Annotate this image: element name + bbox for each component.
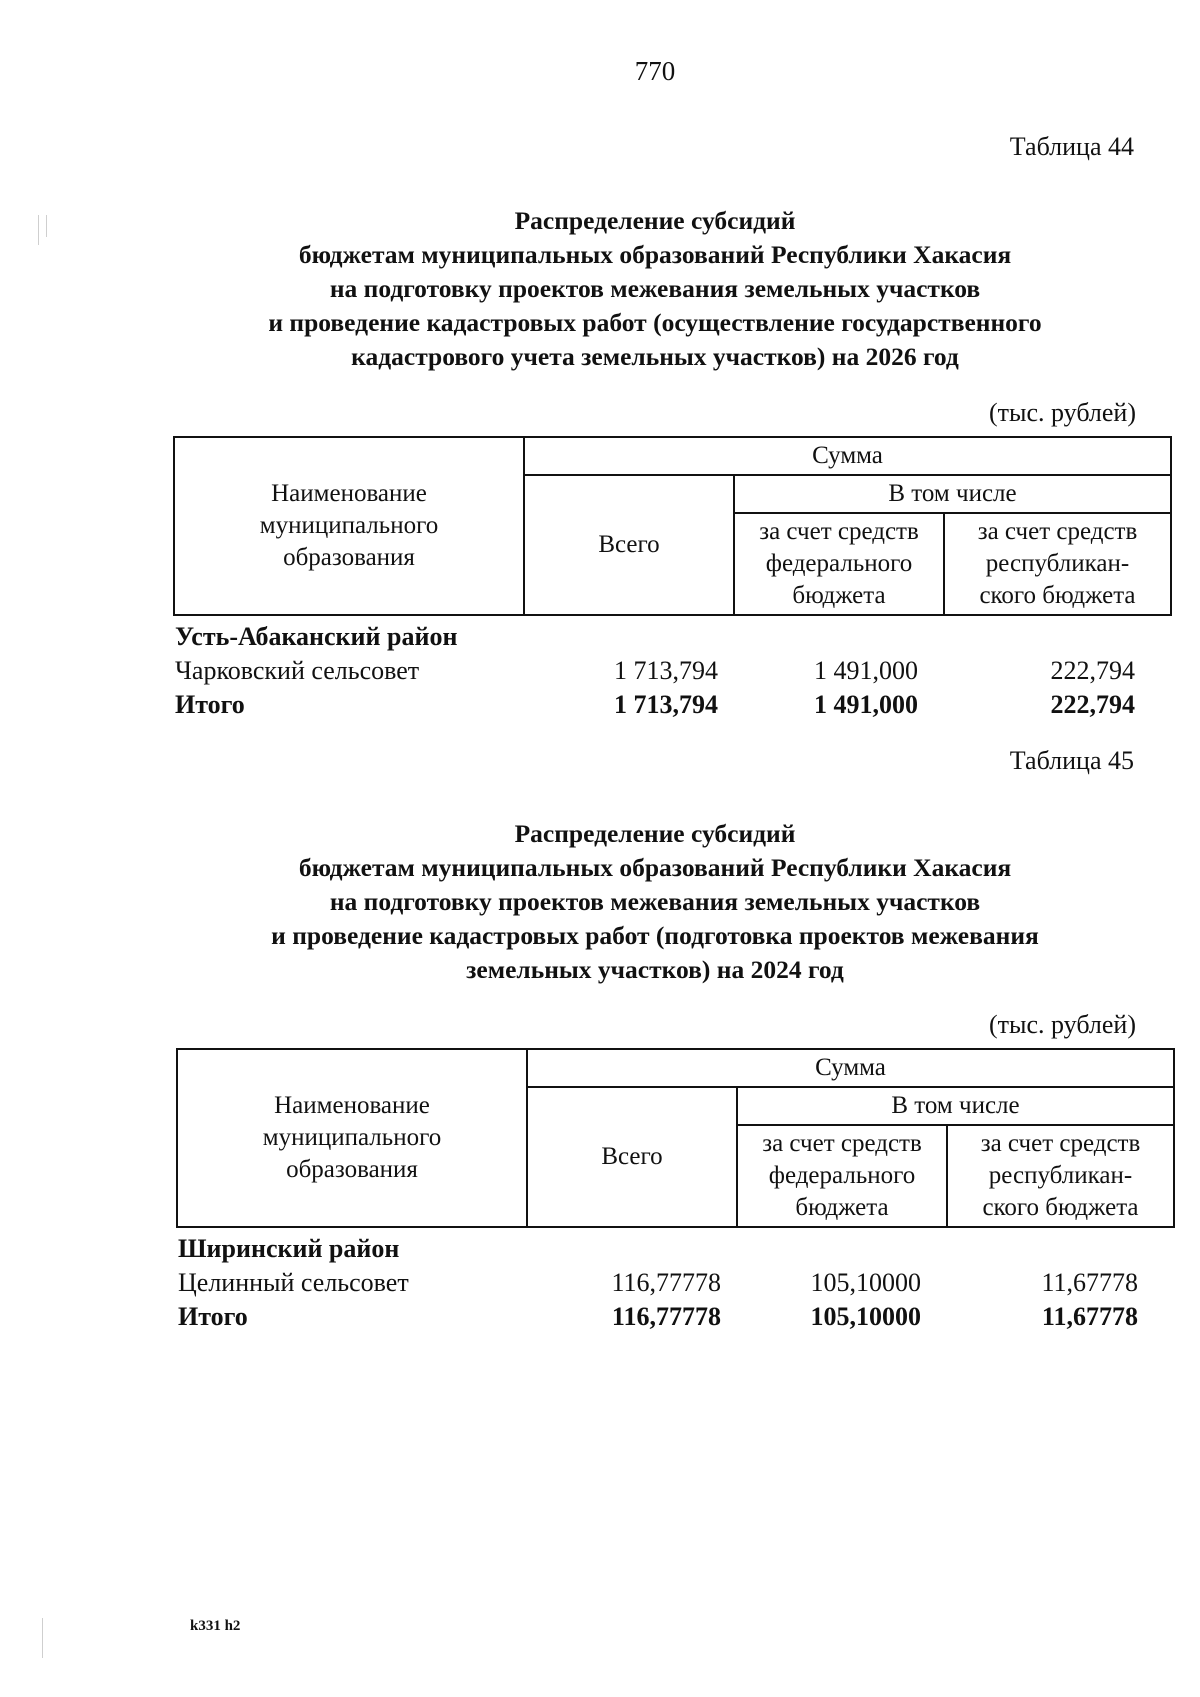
title-line: на подготовку проектов межевания земельных участков: [329, 887, 981, 916]
row-federal: 1 491,000: [814, 656, 918, 685]
title-line: и проведение кадастровых работ (подготовка проектов межевания: [271, 921, 1039, 950]
table-body: [175, 620, 1135, 722]
page-number: 770: [634, 56, 676, 86]
title-line: кадастрового учета земельных участков) на 2026 год: [351, 342, 959, 371]
title-line: на подготовку проектов межевания земельных участков: [329, 274, 981, 303]
row-republic: 11,67778: [1041, 1268, 1138, 1297]
row-total: 116,77778: [611, 1268, 721, 1297]
table-body: [178, 1232, 1138, 1334]
units-label: (тыс. рублей): [988, 1010, 1136, 1039]
title-line: бюджетам муниципальных образований Республики Хакасия: [298, 853, 1012, 882]
scan-artifact: [42, 1618, 43, 1658]
row-name: Ширинский район: [178, 1234, 400, 1263]
footer-code: k331 h2: [190, 1618, 241, 1634]
table-title: [0, 204, 1200, 374]
header-including: В том числе: [734, 475, 1171, 513]
row-federal: 1 491,000: [814, 690, 918, 719]
header-total: Всего: [524, 475, 734, 615]
table-row: [175, 654, 1135, 688]
table-row: [175, 688, 1135, 722]
title-line: бюджетам муниципальных образований Республики Хакасия: [298, 240, 1012, 269]
row-republic: 222,794: [1050, 690, 1135, 719]
title-line: Распределение субсидий: [514, 206, 796, 235]
row-republic: 11,67778: [1041, 1302, 1138, 1331]
table-row: [178, 1300, 1138, 1334]
row-name: Целинный сельсовет: [178, 1268, 409, 1297]
table-row: [178, 1266, 1138, 1300]
row-total: 1 713,794: [614, 690, 718, 719]
header-republic: за счет средств республикан- ского бюджета: [947, 1125, 1174, 1227]
title-line: и проведение кадастровых работ (осуществление государственного: [268, 308, 1042, 337]
header-federal: за счет средств федерального бюджета: [737, 1125, 947, 1227]
header-sum: Сумма: [524, 437, 1171, 475]
row-name: Усть-Абаканский район: [175, 622, 458, 651]
header-name: Наименование муниципального образования: [177, 1049, 527, 1227]
units-label: (тыс. рублей): [988, 398, 1136, 427]
table-row: [175, 620, 1135, 654]
header-name: Наименование муниципального образования: [174, 437, 524, 615]
table-header: [173, 436, 1172, 616]
row-total: 116,77778: [611, 1302, 721, 1331]
header-republic: за счет средств республикан- ского бюджета: [944, 513, 1171, 615]
row-name: Итого: [175, 690, 245, 719]
header-federal: за счет средств федерального бюджета: [734, 513, 944, 615]
row-total: 1 713,794: [614, 656, 718, 685]
row-name: Чарковский сельсовет: [175, 656, 420, 685]
table-title: [0, 817, 1200, 987]
table-row: [178, 1232, 1138, 1266]
row-name: Итого: [178, 1302, 248, 1331]
header-sum: Сумма: [527, 1049, 1174, 1087]
title-line: Распределение субсидий: [514, 819, 796, 848]
row-republic: 222,794: [1050, 656, 1135, 685]
table-label: Таблица 44: [1009, 132, 1134, 161]
row-federal: 105,10000: [810, 1268, 921, 1297]
title-line: земельных участков) на 2024 год: [466, 955, 844, 984]
row-federal: 105,10000: [810, 1302, 921, 1331]
header-including: В том числе: [737, 1087, 1174, 1125]
table-header: [176, 1048, 1175, 1228]
table-label: Таблица 45: [1009, 746, 1134, 775]
header-total: Всего: [527, 1087, 737, 1227]
